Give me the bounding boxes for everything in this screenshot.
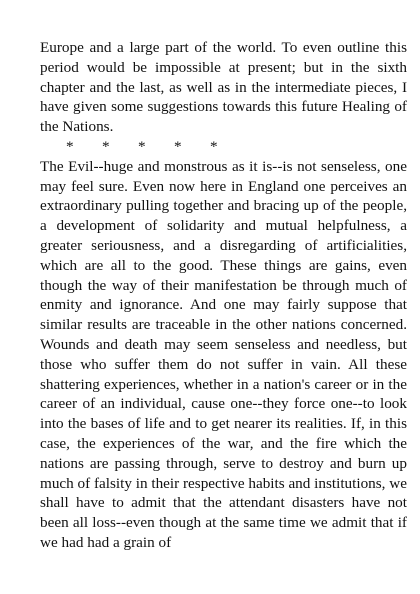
section-separator [40,137,407,157]
separator-star: * [210,137,218,155]
separator-star: * [174,137,182,155]
separator-star: * [102,137,110,155]
separator-star: * [66,137,74,155]
document-page [40,38,407,553]
paragraph-2: The Evil--huge and monstrous as it is--is not senseless, one may feel sure. Even now here in England one perceives an extraordinary pulling together and bracing up of the people, a development of solidarity and mutual helpfulness, a greater seriousness, and a disregarding of artificialities, which are all to the good. These things are gains, even though the way of their manifestation be through much of enmity and ignorance. And one may fairly suppose that similar results are traceable in the other nations concerned. Wounds and death may seem senseless and needless, but those who suffer them do not suffer in vain. All these shattering experiences, whether in a nation's career or in the career of an individual, cause one--they force one--to look into the bases of life and to get nearer its realities. If, in this case, the experiences of the war, and the fire which the nations are passing through, serve to destroy and burn up much of falsity in their respective habits and institutions, we shall have to admit that the attendant disasters have not been all loss--even though at the same time we admit that if we had had a grain of [40,157,407,551]
paragraph-1: Europe and a large part of the world. To even outline this period would be impossible at present; but in the sixth chapter and the last, as well as in the intermediate pieces, I have given some suggestions towards this future Healing of the Nations. [40,39,407,136]
separator-star: * [138,137,146,155]
